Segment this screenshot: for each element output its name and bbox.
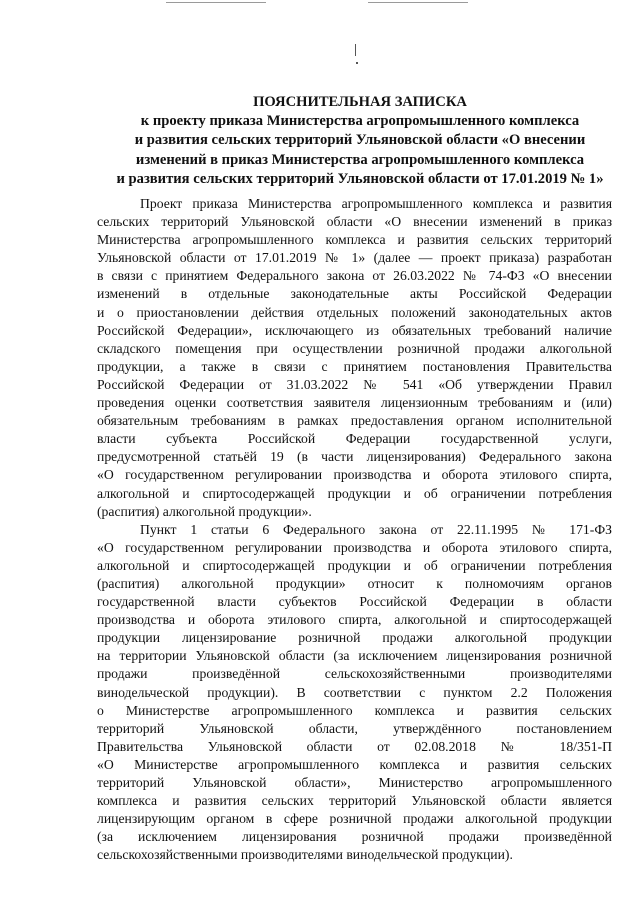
scan-artifact-line bbox=[166, 2, 266, 3]
body-line: комплекса и развития сельских территорий Ульяновской области является bbox=[97, 793, 612, 809]
body-line: и о приостановлении действия отдельных положений законодательных актов bbox=[97, 304, 612, 320]
body-line: «О государственном регулировании производства и оборота этилового спирта, bbox=[97, 539, 612, 555]
body-line: продукции лицензирование розничной продажи алкогольной продукции bbox=[97, 630, 612, 646]
body-line: государственной власти субъектов Российской Федерации в области bbox=[97, 594, 612, 610]
scan-artifact-mark bbox=[355, 44, 356, 56]
body-line: (распития) алкогольной продукции» относит к полномочиям органов bbox=[97, 575, 612, 591]
scan-artifact-mark bbox=[356, 62, 358, 64]
body-line: территорий Ульяновской области», Министерство агропромышленного bbox=[97, 775, 612, 790]
body-line: Правительства Ульяновской области от 02.08.2018 № 18/351-П bbox=[97, 738, 612, 754]
body-line: Министерства агропромышленного комплекса и развития сельских территорий bbox=[97, 232, 612, 248]
body-line: лицензирующим органом в сфере розничной продажи алкогольной продукции bbox=[97, 811, 612, 827]
scan-artifact-line bbox=[368, 2, 468, 3]
body-line: территорий Ульяновской области, утверждённого постановлением bbox=[97, 720, 612, 736]
body-line: продажи произведённой сельскохозяйственными производителями bbox=[97, 666, 612, 682]
title-line: изменений в приказ Министерства агропромышленного комплекса bbox=[135, 151, 585, 168]
body-line: винодельческой продукции). В соответствии с пунктом 2.2 Положения bbox=[97, 684, 612, 700]
body-line: Ульяновской области от 17.01.2019 № 1» (далее — проект приказа) разработан bbox=[97, 250, 612, 266]
body-line: (распития) алкогольной продукции». bbox=[97, 503, 312, 519]
body-line: Российской Федерации от 31.03.2022 № 541 «Об утверждении Правил bbox=[97, 376, 612, 392]
paragraph-2 bbox=[97, 521, 612, 865]
title-line: и развития сельских территорий Ульяновской области от 17.01.2019 № 1» bbox=[116, 170, 604, 187]
body-line: алкогольной и спиртосодержащей продукции и об ограничении потребления bbox=[97, 485, 612, 501]
body-line: Проект приказа Министерства агропромышленного комплекса и развития bbox=[140, 196, 612, 211]
body-line: «О Министерстве агропромышленного комплекса и развития сельских bbox=[97, 756, 612, 772]
body-line: о Министерстве агропромышленного комплекса и развития сельских bbox=[97, 702, 612, 718]
title-line: и развития сельских территорий Ульяновской области «О внесении bbox=[134, 132, 586, 149]
body-line: сельскохозяйственными производителями винодельческой продукции). bbox=[97, 847, 513, 863]
body-line: на территории Ульяновской области (за исключением лицензирования розничной bbox=[97, 648, 612, 664]
body-line: Российской Федерации», исключающего из обязательных требований наличие bbox=[97, 322, 612, 338]
body-line: обязательным требованиям в рамках предоставления органом исполнительной bbox=[97, 413, 612, 429]
title-line: ПОЯСНИТЕЛЬНАЯ ЗАПИСКА bbox=[253, 94, 467, 110]
body-line: изменений в отдельные законодательные акты Российской Федерации bbox=[97, 286, 612, 302]
document-body bbox=[97, 195, 612, 864]
body-line: предусмотренной статьёй 19 (в части лицензирования) Федерального закона bbox=[97, 449, 612, 465]
body-line: (за исключением лицензирования розничной продажи произведённой bbox=[97, 829, 612, 845]
body-line: в связи с принятием Федерального закона от 26.03.2022 № 74-ФЗ «О внесении bbox=[97, 268, 612, 284]
body-line: «О государственном регулировании производства и оборота этилового спирта, bbox=[97, 467, 612, 483]
body-line: власти субъекта Российской Федерации государственной услуги, bbox=[97, 431, 612, 447]
paragraph-1 bbox=[97, 195, 612, 521]
title-line: к проекту приказа Министерства агропромышленного комплекса bbox=[140, 113, 580, 130]
body-line: проведения оценки соответствия заявителя лицензионным требованиям и (или) bbox=[97, 395, 612, 411]
body-line: сельских территорий Ульяновской области «О внесении изменений в приказ bbox=[97, 214, 612, 230]
body-line: Пункт 1 статьи 6 Федерального закона от 22.11.1995 № 171-ФЗ bbox=[140, 521, 612, 537]
body-line: складского помещения при осуществлении розничной продажи алкогольной bbox=[97, 340, 612, 356]
document-title bbox=[80, 93, 640, 189]
body-line: алкогольной и спиртосодержащей продукции и об ограничении потребления bbox=[97, 557, 612, 573]
body-line: продукции, а также в связи с принятием постановления Правительства bbox=[97, 358, 612, 374]
body-line: производства и оборота этилового спирта, алкогольной и спиртосодержащей bbox=[97, 612, 612, 628]
